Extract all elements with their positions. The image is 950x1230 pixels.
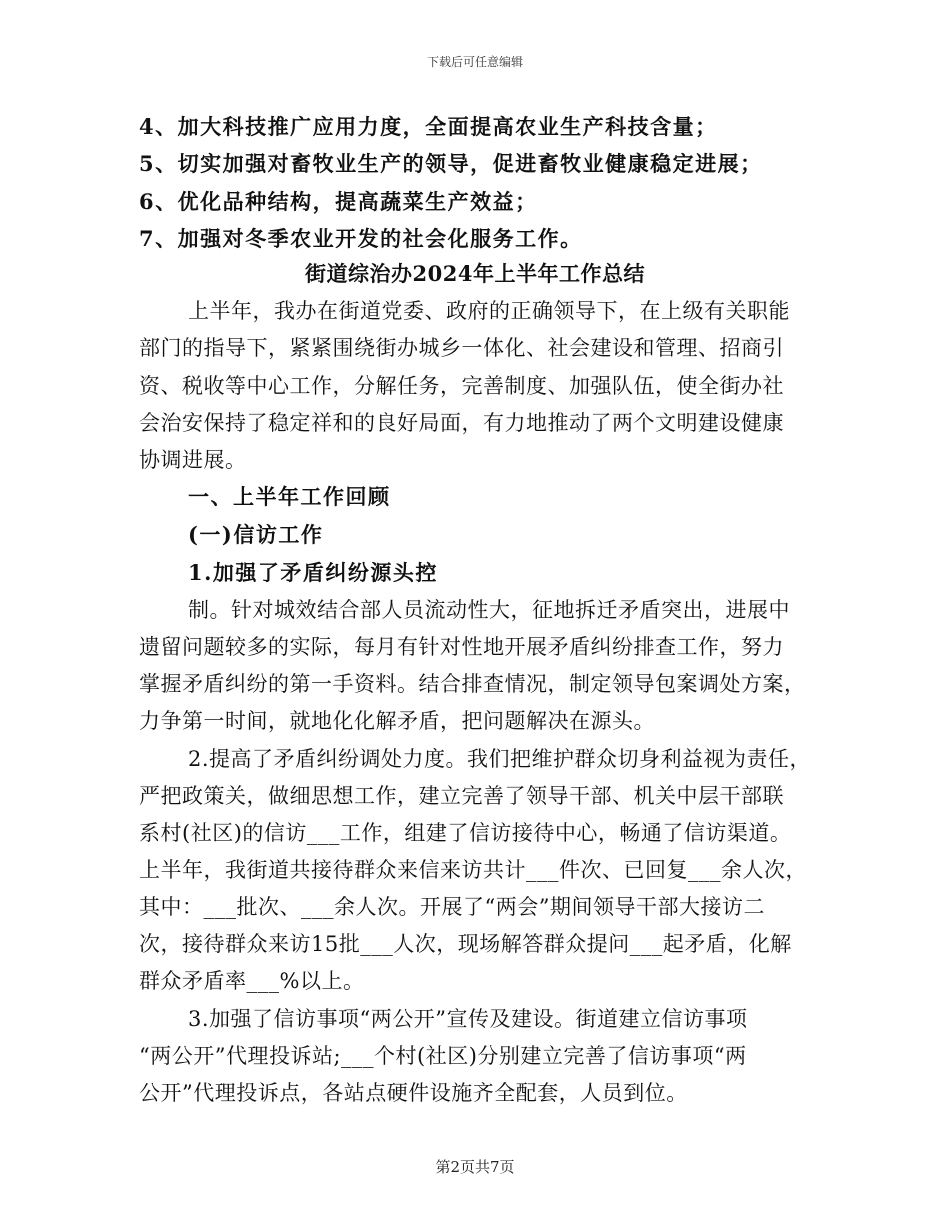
paragraph-line: 力争第一时间，就地化化解矛盾，把问题解决在源头。 xyxy=(139,709,655,733)
paragraph-line: 部门的指导下，紧紧围绕街办城乡一体化、社会建设和管理、招商引 xyxy=(139,336,784,360)
paragraph-line: 协调进展。 xyxy=(139,448,247,472)
paragraph-line: 其中：___批次、___余人次。开展了“两会”期间领导干部大接访二 xyxy=(139,895,765,919)
page-number-footer: 第2页共7页 xyxy=(435,1158,515,1176)
paragraph-line: 资、税收等中心工作，分解任务，完善制度、加强队伍，使全街办社 xyxy=(139,374,784,398)
paragraph-line: 上半年，我办在街道党委、政府的正确领导下，在上级有关职能 xyxy=(188,299,790,323)
paragraph-line: “两公开”代理投诉站;___个村(社区)分别建立完善了信访事项“两 xyxy=(139,1044,747,1068)
paragraph-line: 掌握矛盾纠纷的第一手资料。结合排查情况，制定领导包案调处方案， xyxy=(139,672,806,696)
paragraph-line: 2.提高了矛盾纠纷调处力度。我们把维护群众切身利益视为责任， xyxy=(188,747,812,771)
subsection-heading: (一)信访工作 xyxy=(188,522,324,547)
list-item: 5、切实加强对畜牧业生产的领导，促进畜牧业健康稳定进展； xyxy=(139,151,763,176)
list-item: 4、加大科技推广应用力度，全面提高农业生产科技含量； xyxy=(139,114,718,139)
paragraph-line: 3.加强了信访事项“两公开”宣传及建设。街道建立信访事项 xyxy=(188,1007,748,1031)
document-title: 街道综治办2024年上半年工作总结 xyxy=(305,261,645,286)
section-heading: 一、上半年工作回顾 xyxy=(188,484,391,509)
paragraph-line: 严把政策关，做细思想工作，建立完善了领导干部、机关中层干部联 xyxy=(139,784,784,808)
paragraph-line: 公开”代理投诉点，各站点硬件设施齐全配套，人员到位。 xyxy=(139,1081,688,1105)
list-item: 6、优化品种结构，提高蔬菜生产效益； xyxy=(139,189,538,214)
paragraph-line: 遗留问题较多的实际，每月有针对性地开展矛盾纠纷排查工作，努力 xyxy=(139,635,784,659)
paragraph-line: 群众矛盾率___%以上。 xyxy=(139,969,365,993)
paragraph-line: 上半年，我街道共接待群众来信来访共计___件次、已回复___余人次， xyxy=(139,858,807,882)
list-item: 7、加强对冬季农业开发的社会化服务工作。 xyxy=(139,226,583,251)
item-heading: 1.加强了矛盾纠纷源头控 xyxy=(188,560,438,585)
paragraph-line: 次，接待群众来访15批___人次，现场解答群众提问___起矛盾，化解 xyxy=(139,932,792,956)
paragraph-line: 系村(社区)的信访___工作，组建了信访接待中心，畅通了信访渠道。 xyxy=(139,821,792,845)
page-header-note: 下载后可任意编辑 xyxy=(426,55,523,69)
paragraph-line: 会治安保持了稳定祥和的良好局面，有力地推动了两个文明建设健康 xyxy=(139,411,784,435)
paragraph-line: 制。针对城效结合部人员流动性大，征地拆迁矛盾突出，进展中 xyxy=(188,598,790,622)
